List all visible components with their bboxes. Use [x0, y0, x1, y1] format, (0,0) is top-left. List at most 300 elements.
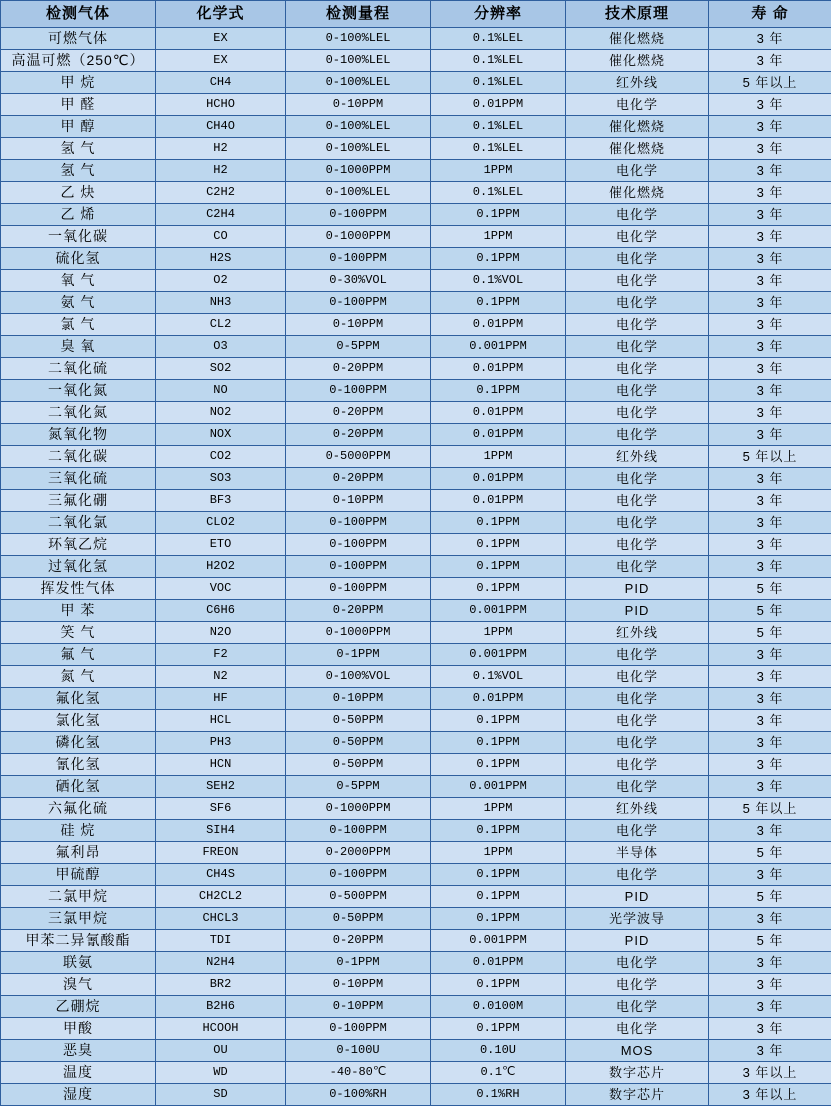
- cell-lifespan: 3 年: [709, 776, 831, 798]
- cell-gas: 二氯甲烷: [1, 886, 156, 908]
- cell-lifespan: 3 年: [709, 380, 831, 402]
- cell-resolution: 0.1PPM: [431, 292, 566, 314]
- cell-gas: 乙 炔: [1, 182, 156, 204]
- cell-range: 0-20PPM: [286, 402, 431, 424]
- cell-gas: 二氧化氮: [1, 402, 156, 424]
- table-row: [1, 358, 831, 380]
- cell-technology: 电化学: [566, 666, 709, 688]
- cell-formula: HCHO: [156, 94, 286, 116]
- cell-technology: 电化学: [566, 996, 709, 1018]
- cell-range: 0-10PPM: [286, 94, 431, 116]
- cell-formula: TDI: [156, 930, 286, 952]
- cell-formula: CL2: [156, 314, 286, 336]
- cell-formula: C2H2: [156, 182, 286, 204]
- cell-range: 0-1000PPM: [286, 622, 431, 644]
- cell-resolution: 0.01PPM: [431, 952, 566, 974]
- cell-lifespan: 3 年: [709, 556, 831, 578]
- cell-lifespan: 3 年: [709, 996, 831, 1018]
- cell-gas: 甲苯二异氰酸酯: [1, 930, 156, 952]
- table-row: [1, 50, 831, 72]
- cell-gas: 二氧化硫: [1, 358, 156, 380]
- cell-technology: 电化学: [566, 402, 709, 424]
- cell-formula: SIH4: [156, 820, 286, 842]
- cell-formula: BR2: [156, 974, 286, 996]
- cell-technology: MOS: [566, 1040, 709, 1062]
- cell-range: 0-1000PPM: [286, 160, 431, 182]
- cell-range: 0-100%RH: [286, 1084, 431, 1106]
- cell-formula: SD: [156, 1084, 286, 1106]
- cell-formula: SO3: [156, 468, 286, 490]
- cell-technology: 红外线: [566, 446, 709, 468]
- cell-range: 0-5000PPM: [286, 446, 431, 468]
- cell-formula: WD: [156, 1062, 286, 1084]
- cell-range: 0-10PPM: [286, 314, 431, 336]
- cell-resolution: 0.001PPM: [431, 776, 566, 798]
- cell-resolution: 0.1%RH: [431, 1084, 566, 1106]
- cell-lifespan: 3 年以上: [709, 1084, 831, 1106]
- cell-formula: CH4S: [156, 864, 286, 886]
- table-row: [1, 908, 831, 930]
- cell-resolution: 0.1%LEL: [431, 182, 566, 204]
- cell-resolution: 0.1PPM: [431, 864, 566, 886]
- table-header: [1, 1, 831, 28]
- cell-lifespan: 3 年: [709, 116, 831, 138]
- cell-resolution: 0.001PPM: [431, 644, 566, 666]
- cell-formula: CLO2: [156, 512, 286, 534]
- cell-lifespan: 3 年: [709, 358, 831, 380]
- cell-formula: PH3: [156, 732, 286, 754]
- cell-technology: 数字芯片: [566, 1084, 709, 1106]
- cell-resolution: 0.1PPM: [431, 578, 566, 600]
- cell-formula: CH2CL2: [156, 886, 286, 908]
- cell-range: 0-1PPM: [286, 644, 431, 666]
- cell-lifespan: 3 年: [709, 534, 831, 556]
- cell-gas: 甲 烷: [1, 72, 156, 94]
- cell-range: 0-10PPM: [286, 688, 431, 710]
- cell-lifespan: 3 年: [709, 28, 831, 50]
- cell-gas: 氯化氢: [1, 710, 156, 732]
- table-row: [1, 974, 831, 996]
- cell-formula: CHCL3: [156, 908, 286, 930]
- table-row: [1, 28, 831, 50]
- cell-lifespan: 3 年: [709, 314, 831, 336]
- cell-gas: 氟利昂: [1, 842, 156, 864]
- cell-formula: HCL: [156, 710, 286, 732]
- cell-technology: 电化学: [566, 314, 709, 336]
- cell-gas: 湿度: [1, 1084, 156, 1106]
- cell-formula: OU: [156, 1040, 286, 1062]
- cell-range: 0-5PPM: [286, 336, 431, 358]
- table-row: [1, 556, 831, 578]
- cell-range: 0-100%LEL: [286, 116, 431, 138]
- cell-resolution: 0.1PPM: [431, 732, 566, 754]
- cell-formula: CO2: [156, 446, 286, 468]
- cell-range: 0-20PPM: [286, 358, 431, 380]
- cell-lifespan: 3 年: [709, 688, 831, 710]
- cell-gas: 臭 氧: [1, 336, 156, 358]
- cell-range: 0-1000PPM: [286, 226, 431, 248]
- table-row: [1, 754, 831, 776]
- cell-formula: H2O2: [156, 556, 286, 578]
- cell-technology: 电化学: [566, 732, 709, 754]
- cell-gas: 氢 气: [1, 138, 156, 160]
- table-row: [1, 600, 831, 622]
- cell-gas: 乙 烯: [1, 204, 156, 226]
- cell-formula: H2: [156, 160, 286, 182]
- cell-resolution: 0.1PPM: [431, 908, 566, 930]
- table-row: [1, 248, 831, 270]
- cell-gas: 三氟化硼: [1, 490, 156, 512]
- cell-formula: EX: [156, 50, 286, 72]
- cell-lifespan: 5 年: [709, 622, 831, 644]
- cell-gas: 氟 气: [1, 644, 156, 666]
- table-row: [1, 622, 831, 644]
- table-row: [1, 336, 831, 358]
- cell-technology: 催化燃烧: [566, 28, 709, 50]
- cell-technology: 电化学: [566, 864, 709, 886]
- cell-formula: N2: [156, 666, 286, 688]
- cell-technology: 电化学: [566, 512, 709, 534]
- cell-range: 0-1000PPM: [286, 798, 431, 820]
- table-row: [1, 1062, 831, 1084]
- table-row: [1, 94, 831, 116]
- cell-resolution: 0.10U: [431, 1040, 566, 1062]
- cell-formula: H2S: [156, 248, 286, 270]
- cell-resolution: 0.01PPM: [431, 688, 566, 710]
- cell-technology: 电化学: [566, 270, 709, 292]
- cell-lifespan: 3 年: [709, 512, 831, 534]
- table-row: [1, 798, 831, 820]
- cell-technology: 电化学: [566, 820, 709, 842]
- cell-lifespan: 3 年: [709, 402, 831, 424]
- cell-formula: NOX: [156, 424, 286, 446]
- cell-range: 0-10PPM: [286, 996, 431, 1018]
- table-row: [1, 732, 831, 754]
- cell-formula: N2O: [156, 622, 286, 644]
- cell-technology: 电化学: [566, 952, 709, 974]
- cell-formula: BF3: [156, 490, 286, 512]
- cell-technology: 电化学: [566, 556, 709, 578]
- cell-technology: 电化学: [566, 226, 709, 248]
- cell-formula: HCN: [156, 754, 286, 776]
- cell-technology: PID: [566, 578, 709, 600]
- table-row: [1, 666, 831, 688]
- cell-formula: FREON: [156, 842, 286, 864]
- cell-formula: N2H4: [156, 952, 286, 974]
- cell-gas: 环氧乙烷: [1, 534, 156, 556]
- cell-gas: 甲硫醇: [1, 864, 156, 886]
- table-row: [1, 468, 831, 490]
- cell-gas: 氯 气: [1, 314, 156, 336]
- cell-gas: 一氧化碳: [1, 226, 156, 248]
- cell-gas: 恶臭: [1, 1040, 156, 1062]
- cell-formula: EX: [156, 28, 286, 50]
- cell-range: 0-100U: [286, 1040, 431, 1062]
- cell-range: 0-100%LEL: [286, 182, 431, 204]
- cell-formula: NH3: [156, 292, 286, 314]
- cell-lifespan: 5 年: [709, 842, 831, 864]
- cell-range: 0-100PPM: [286, 864, 431, 886]
- cell-lifespan: 5 年以上: [709, 446, 831, 468]
- cell-gas: 一氧化氮: [1, 380, 156, 402]
- cell-lifespan: 3 年: [709, 182, 831, 204]
- cell-gas: 挥发性气体: [1, 578, 156, 600]
- cell-formula: C2H4: [156, 204, 286, 226]
- cell-technology: 电化学: [566, 754, 709, 776]
- cell-gas: 氟化氢: [1, 688, 156, 710]
- cell-gas: 联氨: [1, 952, 156, 974]
- cell-range: -40-80℃: [286, 1062, 431, 1084]
- cell-resolution: 0.01PPM: [431, 358, 566, 380]
- cell-resolution: 0.01PPM: [431, 490, 566, 512]
- cell-range: 0-100PPM: [286, 820, 431, 842]
- cell-formula: VOC: [156, 578, 286, 600]
- cell-resolution: 1PPM: [431, 446, 566, 468]
- cell-technology: 电化学: [566, 710, 709, 732]
- column-header-range: 检测量程: [286, 1, 431, 28]
- cell-lifespan: 3 年: [709, 820, 831, 842]
- cell-lifespan: 3 年: [709, 732, 831, 754]
- cell-resolution: 0.1%LEL: [431, 28, 566, 50]
- cell-lifespan: 3 年: [709, 292, 831, 314]
- cell-lifespan: 3 年: [709, 644, 831, 666]
- cell-resolution: 1PPM: [431, 622, 566, 644]
- cell-formula: HF: [156, 688, 286, 710]
- table-row: [1, 226, 831, 248]
- table-row: [1, 160, 831, 182]
- cell-formula: NO2: [156, 402, 286, 424]
- cell-range: 0-2000PPM: [286, 842, 431, 864]
- cell-technology: 电化学: [566, 1018, 709, 1040]
- cell-resolution: 0.1%LEL: [431, 50, 566, 72]
- cell-technology: 红外线: [566, 622, 709, 644]
- cell-technology: 催化燃烧: [566, 182, 709, 204]
- cell-lifespan: 3 年: [709, 226, 831, 248]
- cell-lifespan: 3 年: [709, 336, 831, 358]
- cell-range: 0-100PPM: [286, 556, 431, 578]
- cell-gas: 氮 气: [1, 666, 156, 688]
- cell-range: 0-100PPM: [286, 248, 431, 270]
- cell-resolution: 0.01PPM: [431, 314, 566, 336]
- table-row: [1, 578, 831, 600]
- cell-technology: PID: [566, 930, 709, 952]
- cell-lifespan: 3 年: [709, 138, 831, 160]
- cell-technology: 电化学: [566, 380, 709, 402]
- cell-formula: B2H6: [156, 996, 286, 1018]
- table-row: [1, 72, 831, 94]
- cell-range: 0-20PPM: [286, 468, 431, 490]
- cell-lifespan: 3 年: [709, 248, 831, 270]
- cell-gas: 乙硼烷: [1, 996, 156, 1018]
- cell-range: 0-500PPM: [286, 886, 431, 908]
- cell-range: 0-100%LEL: [286, 28, 431, 50]
- cell-lifespan: 3 年: [709, 424, 831, 446]
- cell-technology: 光学波导: [566, 908, 709, 930]
- cell-gas: 溴气: [1, 974, 156, 996]
- cell-technology: 催化燃烧: [566, 50, 709, 72]
- cell-formula: O3: [156, 336, 286, 358]
- cell-lifespan: 3 年: [709, 50, 831, 72]
- cell-range: 0-100%LEL: [286, 50, 431, 72]
- cell-lifespan: 3 年: [709, 160, 831, 182]
- cell-gas: 三氧化硫: [1, 468, 156, 490]
- cell-formula: H2: [156, 138, 286, 160]
- table-row: [1, 446, 831, 468]
- cell-resolution: 0.001PPM: [431, 930, 566, 952]
- cell-range: 0-50PPM: [286, 908, 431, 930]
- cell-range: 0-20PPM: [286, 600, 431, 622]
- cell-lifespan: 5 年: [709, 600, 831, 622]
- cell-resolution: 0.1PPM: [431, 380, 566, 402]
- cell-range: 0-100PPM: [286, 204, 431, 226]
- cell-gas: 六氟化硫: [1, 798, 156, 820]
- cell-formula: SO2: [156, 358, 286, 380]
- cell-technology: 电化学: [566, 688, 709, 710]
- table-row: [1, 292, 831, 314]
- cell-technology: 催化燃烧: [566, 116, 709, 138]
- cell-gas: 磷化氢: [1, 732, 156, 754]
- cell-gas: 二氧化氯: [1, 512, 156, 534]
- cell-resolution: 0.1PPM: [431, 556, 566, 578]
- table-row: [1, 996, 831, 1018]
- table-row: [1, 952, 831, 974]
- table-row: [1, 820, 831, 842]
- cell-formula: ETO: [156, 534, 286, 556]
- cell-range: 0-50PPM: [286, 732, 431, 754]
- cell-gas: 三氯甲烷: [1, 908, 156, 930]
- cell-lifespan: 3 年以上: [709, 1062, 831, 1084]
- cell-resolution: 0.1PPM: [431, 710, 566, 732]
- cell-formula: HCOOH: [156, 1018, 286, 1040]
- cell-resolution: 0.1PPM: [431, 820, 566, 842]
- cell-resolution: 1PPM: [431, 842, 566, 864]
- cell-formula: SEH2: [156, 776, 286, 798]
- cell-lifespan: 3 年: [709, 710, 831, 732]
- cell-range: 0-20PPM: [286, 424, 431, 446]
- cell-resolution: 0.1PPM: [431, 534, 566, 556]
- table-header-row: [1, 1, 831, 28]
- cell-technology: 红外线: [566, 72, 709, 94]
- table-row: [1, 886, 831, 908]
- cell-technology: 半导体: [566, 842, 709, 864]
- cell-lifespan: 3 年: [709, 204, 831, 226]
- cell-technology: 电化学: [566, 490, 709, 512]
- table-row: [1, 116, 831, 138]
- cell-lifespan: 3 年: [709, 908, 831, 930]
- cell-resolution: 1PPM: [431, 160, 566, 182]
- table-row: [1, 688, 831, 710]
- cell-gas: 甲 醛: [1, 94, 156, 116]
- cell-lifespan: 3 年: [709, 94, 831, 116]
- cell-resolution: 1PPM: [431, 798, 566, 820]
- cell-resolution: 0.1℃: [431, 1062, 566, 1084]
- cell-technology: 电化学: [566, 292, 709, 314]
- column-header-resolution: 分辨率: [431, 1, 566, 28]
- cell-resolution: 0.1PPM: [431, 1018, 566, 1040]
- cell-gas: 温度: [1, 1062, 156, 1084]
- cell-technology: 电化学: [566, 468, 709, 490]
- cell-range: 0-30%VOL: [286, 270, 431, 292]
- cell-technology: 电化学: [566, 358, 709, 380]
- cell-technology: 数字芯片: [566, 1062, 709, 1084]
- cell-gas: 氨 气: [1, 292, 156, 314]
- cell-technology: 电化学: [566, 534, 709, 556]
- cell-lifespan: 5 年: [709, 930, 831, 952]
- cell-lifespan: 3 年: [709, 468, 831, 490]
- cell-technology: 红外线: [566, 798, 709, 820]
- table-row: [1, 842, 831, 864]
- table-row: [1, 138, 831, 160]
- cell-lifespan: 3 年: [709, 754, 831, 776]
- table-row: [1, 402, 831, 424]
- cell-range: 0-10PPM: [286, 490, 431, 512]
- cell-gas: 硫化氢: [1, 248, 156, 270]
- cell-gas: 过氧化氢: [1, 556, 156, 578]
- cell-lifespan: 3 年: [709, 666, 831, 688]
- cell-gas: 甲酸: [1, 1018, 156, 1040]
- cell-range: 0-10PPM: [286, 974, 431, 996]
- cell-resolution: 0.01PPM: [431, 424, 566, 446]
- column-header-gas: 检测气体: [1, 1, 156, 28]
- cell-range: 0-100PPM: [286, 512, 431, 534]
- table-row: [1, 490, 831, 512]
- cell-technology: PID: [566, 600, 709, 622]
- table-row: [1, 380, 831, 402]
- cell-gas: 高温可燃（250℃）: [1, 50, 156, 72]
- cell-resolution: 0.1%LEL: [431, 116, 566, 138]
- cell-technology: 催化燃烧: [566, 138, 709, 160]
- cell-gas: 可燃气体: [1, 28, 156, 50]
- cell-range: 0-5PPM: [286, 776, 431, 798]
- cell-resolution: 0.1PPM: [431, 754, 566, 776]
- cell-range: 0-1PPM: [286, 952, 431, 974]
- cell-formula: F2: [156, 644, 286, 666]
- table-row: [1, 204, 831, 226]
- cell-range: 0-100%VOL: [286, 666, 431, 688]
- cell-range: 0-100PPM: [286, 380, 431, 402]
- cell-lifespan: 3 年: [709, 974, 831, 996]
- cell-range: 0-20PPM: [286, 930, 431, 952]
- table-row: [1, 270, 831, 292]
- table-row: [1, 776, 831, 798]
- table-body: [1, 28, 831, 1106]
- cell-resolution: 0.1%VOL: [431, 270, 566, 292]
- cell-resolution: 0.1PPM: [431, 886, 566, 908]
- table-row: [1, 314, 831, 336]
- cell-lifespan: 5 年以上: [709, 798, 831, 820]
- cell-gas: 甲 苯: [1, 600, 156, 622]
- cell-gas: 氧 气: [1, 270, 156, 292]
- table-row: [1, 534, 831, 556]
- cell-lifespan: 3 年: [709, 1040, 831, 1062]
- cell-resolution: 0.001PPM: [431, 336, 566, 358]
- table-row: [1, 710, 831, 732]
- column-header-formula: 化学式: [156, 1, 286, 28]
- cell-gas: 硒化氢: [1, 776, 156, 798]
- cell-gas: 硅 烷: [1, 820, 156, 842]
- cell-formula: CH4O: [156, 116, 286, 138]
- cell-resolution: 0.1PPM: [431, 512, 566, 534]
- cell-resolution: 0.01PPM: [431, 468, 566, 490]
- cell-formula: CO: [156, 226, 286, 248]
- cell-technology: PID: [566, 886, 709, 908]
- cell-gas: 氰化氢: [1, 754, 156, 776]
- cell-resolution: 0.1PPM: [431, 204, 566, 226]
- cell-resolution: 0.0100M: [431, 996, 566, 1018]
- table-row: [1, 1018, 831, 1040]
- cell-resolution: 0.001PPM: [431, 600, 566, 622]
- cell-lifespan: 3 年: [709, 270, 831, 292]
